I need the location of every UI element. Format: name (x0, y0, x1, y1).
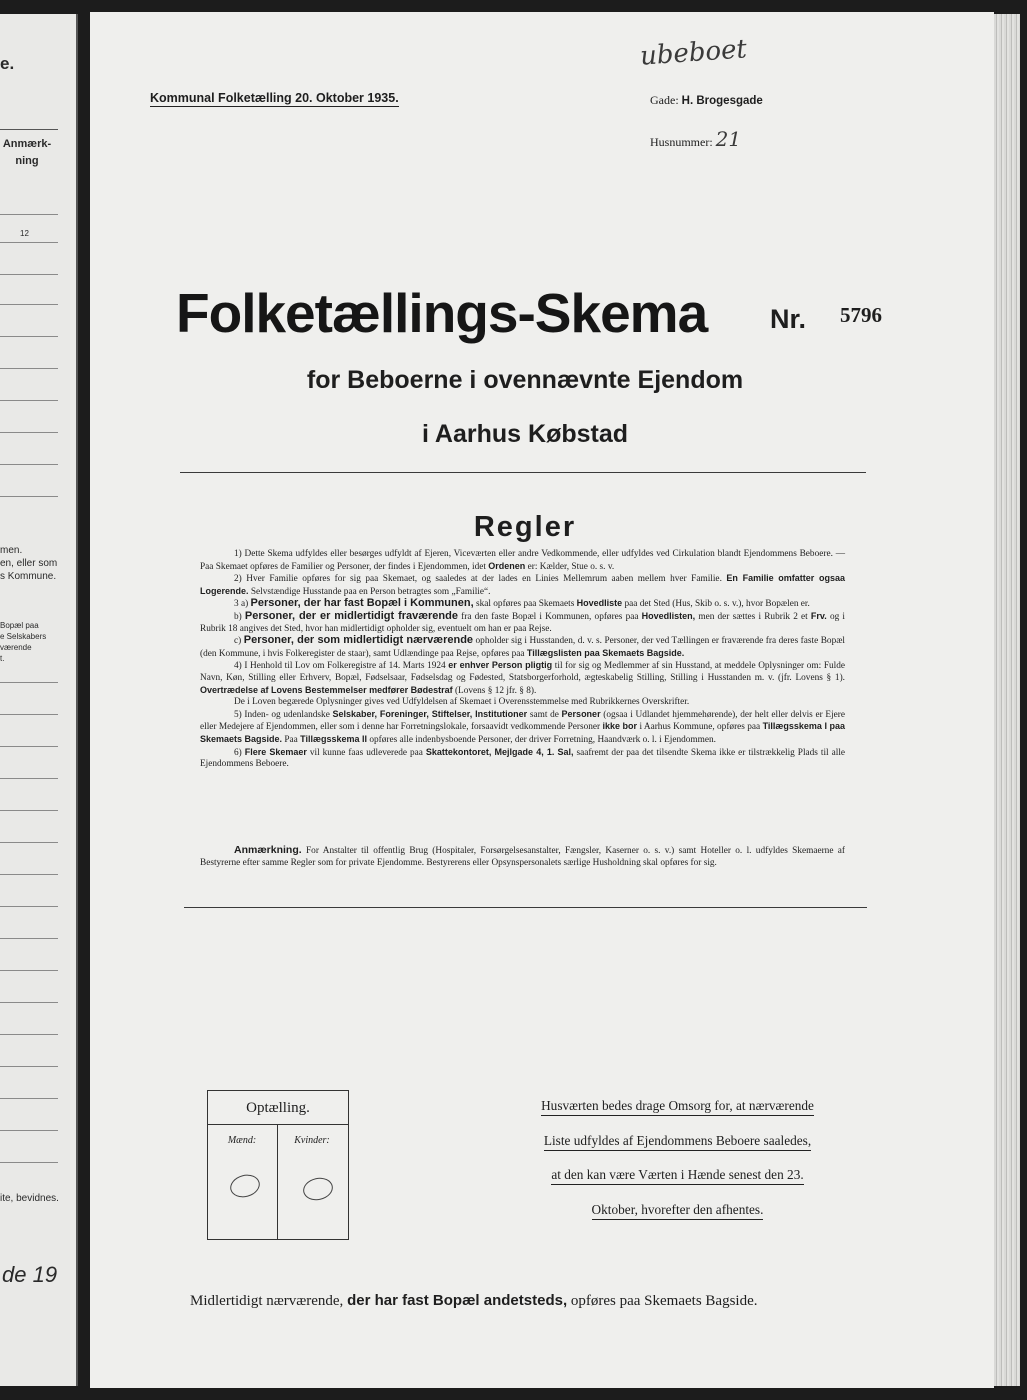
rule-2: 2) Hver Familie opføres for sig paa Skemaet, og saaledes at der lades en Linies Mellemrum aaben mellem hver Familie. En Familie omfatter ogsaa Logerende. Selvstændige Husstande paa en Person betragtes som „Familie“. (200, 573, 845, 597)
count-title: Optælling. (246, 1100, 310, 1116)
left-page-fragment (0, 14, 78, 1386)
note-label: Anmærkning. (234, 844, 302, 856)
rule-4: 4) I Henhold til Lov om Folkeregistre af 14. Marts 1924 er enhver Person pligtig til for sig og Medlemmer af sin Husstand, at meddele Oplysninger om: Fulde Navn, Køn, Stilling eller Erhverv, Bopæl, Fødselsaar, Fødselsdag og Fødested, Statsborgerforhold, ægteskabelig Stilling, Stilling i Husstanden m. v. (jfr. Lovens § 1). Overtrædelse af Lovens Bestemmelser medfører Bødestraf (Lovens § 12 jfr. § 8). (200, 660, 845, 696)
form-subtitle-location: i Aarhus Købstad (421, 420, 629, 448)
left-text-line: en, eller som (0, 558, 58, 569)
divider (180, 472, 866, 473)
women-count-mark (301, 1175, 335, 1203)
street-value: H. Brogesgade (681, 95, 763, 107)
form-title: Folketællings-Skema (176, 282, 708, 344)
number-value: 21 (715, 127, 742, 151)
rules-heading: Regler (473, 511, 577, 543)
street-field (650, 93, 763, 108)
rule-3c: c) Personer, der som midlertidigt nærværende opholder sig i Husstanden, d. v. s. Personer, der ved Tællingen er fraværende fra deres faste Bopæl (den Kommune, i hvis Folkeregister de staar), samt Udlændinge paa Rejse, opføres paa Tillægslisten paa Skemaets Bagside. (200, 634, 845, 659)
left-text-line: Bopæl paa (0, 621, 39, 630)
women-label: Kvinder: (294, 1135, 330, 1146)
left-column-title: Anmærk- ning (2, 138, 52, 167)
left-handwriting: de 19 (2, 1262, 58, 1287)
left-text-line: men. (0, 545, 23, 556)
footer-instruction: Midlertidigt nærværende, der har fast Bopæl andetsteds, opføres paa Skemaets Bagside. (190, 1292, 758, 1309)
notice-line: at den kan være Værten i Hænde senest den 23. (500, 1167, 855, 1183)
men-label: Mænd: (227, 1135, 257, 1146)
left-text-line: e Selskabers (0, 632, 47, 641)
left-text-line: værende (0, 643, 32, 652)
notice-line: Husværten bedes drage Omsorg for, at nærværende (500, 1098, 855, 1114)
number-field (650, 127, 741, 151)
rule-6: 6) Flere Skemaer vil kunne faas udleverede paa Skattekontoret, Mejlgade 4, 1. Sal, saafremt der paa det tilsendte Skema ikke er tilstrækkelig Plads til alle Ejendommens Beboere. (200, 746, 846, 770)
notice-line: Liste udfyldes af Ejendommens Beboere saaledes, (500, 1133, 855, 1149)
rule-1: 1) Dette Skema udfyldes eller besørges udfyldt af Ejeren, Viceværten eller andre Vedkommende, eller udfyldes ved Cirkulation blandt Ejendommens Beboere. — Paa Skemaet opføres de Familier og Personer, der findes i Ejendommen, idet Ordenen er: Kælder, Stue o. s. v. (200, 549, 845, 572)
rule-3a: 3 a) Personer, der har fast Bopæl i Kommunen, skal opføres paa Skemaets Hovedliste paa det Sted (Hus, Skib o. s. v.), hvor Bopælen er. (234, 597, 810, 610)
men-count-mark (228, 1171, 263, 1200)
left-text-line: s Kommune. (0, 571, 57, 582)
left-header-fragment: e. (0, 54, 15, 73)
street-label: Gade: (650, 93, 679, 107)
left-column-number: 12 (20, 229, 29, 238)
page-edges (994, 14, 1020, 1386)
form-subtitle: for Beboerne i ovennævnte Ejendom (306, 366, 744, 394)
left-text-bottom: ite, bevidnes. (0, 1193, 59, 1204)
handwritten-annotation: ubeboet (639, 34, 748, 72)
rule-5: 5) Inden- og udenlandske Selskaber, Foreninger, Stiftelser, Institutioner samt de Personer (ogsaa i Udlandet hjemmehørende), der helt eller delvis er Ejere eller Medejere af Ejendommen, eller som i denne har Forretningslokale, forsaavidt vedkommende Personer ikke bor i Aarhus Kommune, opføres paa Tillægsskema I paa Skemaets Bagside. Paa Tillægsskema II opføres alle indenbysboende Personer, der driver Forretning, Haandværk o. l. i Ejendommen. (200, 708, 846, 745)
divider (184, 907, 867, 908)
note-paragraph (200, 844, 845, 869)
form-number-value: 5796 (840, 303, 882, 327)
notice-line: Oktober, hvorefter den afhentes. (500, 1202, 855, 1218)
left-text-line: t. (0, 654, 5, 663)
rules-text (200, 549, 845, 771)
number-label: Husnummer: (650, 135, 713, 149)
rule-4b: De i Loven begærede Oplysninger gives ved Udfyldelsen af Skemaet i Overensstemmelse med Rubrikkernes Overskrifter. (234, 697, 690, 708)
note-text: For Anstalter til offentlig Brug (Hospitaler, Forsørgelsesanstalter, Fængsler, Kaserner o. s. v.) samt Hoteller o. l. udfyldes Skemaerne af Bestyrerne efter samme Regler som for private Ejendomme. Bestyrerens eller Opsynspersonalets særlige Husholdning skal opføres for sig. (200, 846, 845, 868)
rule-3b: b) Personer, der er midlertidigt fraværende fra den faste Bopæl i Kommunen, opføres paa Hovedlisten, men der sættes i Rubrik 2 et Frv. og i Rubrik 18 angives det Sted, hvor han midlertidigt opholder sig, eventuelt om han er paa Rejse. (200, 609, 845, 634)
count-box (207, 1090, 349, 1240)
form-number-label: Nr. (770, 304, 807, 334)
census-title: Kommunal Folketælling 20. Oktober 1935. (150, 91, 399, 105)
